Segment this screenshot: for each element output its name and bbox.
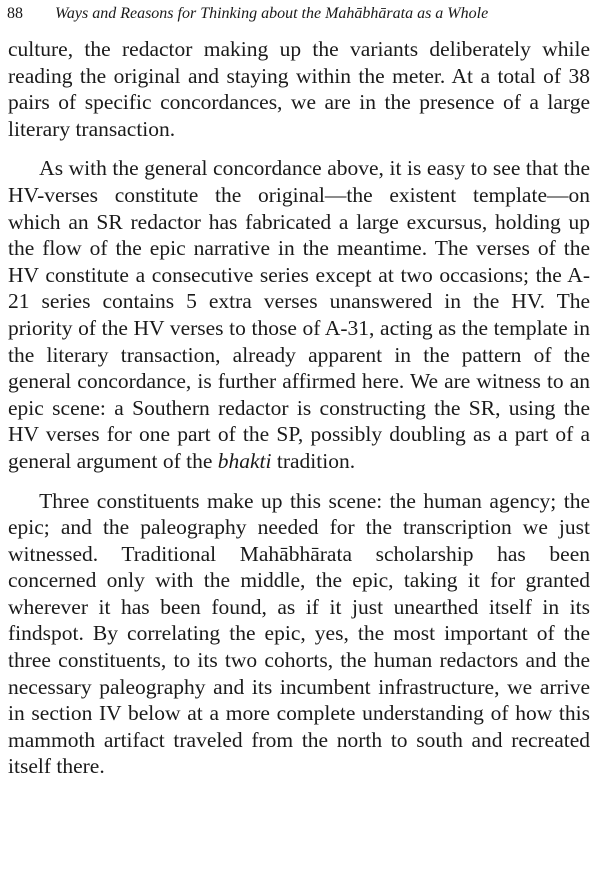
paragraph-hv-verses (8, 155, 590, 474)
paragraph-2-text: As with the general concordance above, it is easy to see that the HV-verses constitute the original—the existent template—on which an SR redactor has fabricated a large excursus, holding up the flow of the epic narrative in the meantime. The verses of the HV constitute a consecutive series except at two occasions; the A-21 series contains 5 extra verses unanswered in the HV. The priority of the HV verses to those of A-31, acting as the template in the literary transaction, already apparent in the pattern of the general concordance, is further affirmed here. We are witness to an epic scene: a Southern redactor is constructing the SR, using the HV verses for one part of the SP, possibly doubling as a part of a general argument of the (8, 156, 590, 473)
paragraph-1-text: culture, the redactor making up the variants deliberately while reading the original and staying within the meter. At a total of 38 pairs of specific concordances, we are in the presence of a large literary transaction. (8, 37, 590, 141)
paragraph-three-constituents (8, 488, 590, 781)
running-head: Ways and Reasons for Thinking about the Mahābhārata as a Whole (55, 5, 489, 22)
page-number: 88 (7, 5, 23, 22)
paragraph-2-end: tradition. (271, 448, 356, 473)
body-text (8, 36, 590, 780)
paragraph-continued (8, 36, 590, 142)
bhakti-term: bhakti (217, 448, 272, 473)
paragraph-3-text: Three constituents make up this scene: the human agency; the epic; and the paleography needed for the transcription we just witnessed. Traditional Mahābhārata scholarship has been concerned only with the middle, the epic, taking it for granted wherever it has been found, as if it just unearthed itself in its findspot. By correlating the epic, yes, the most important of the three constituents, to its two cohorts, the human redactors and the necessary paleography and its incumbent infrastructure, we arrive in section IV below at a more complete understanding of how this mammoth artifact traveled from the north to south and recreated itself there. (8, 488, 590, 779)
page-header (7, 3, 590, 25)
